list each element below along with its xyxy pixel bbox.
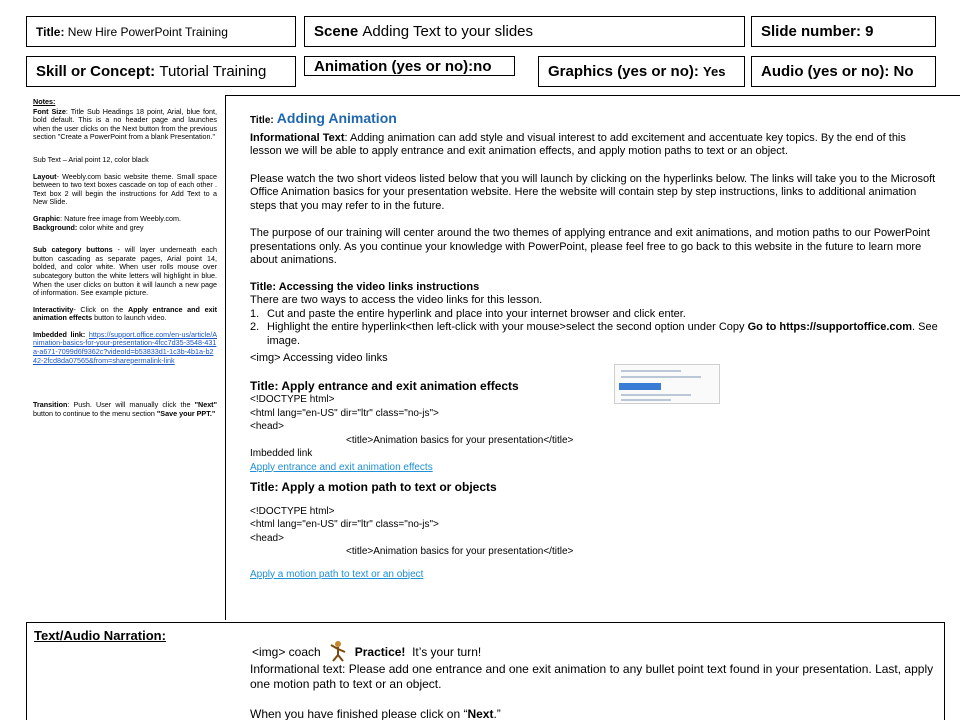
- scene-label: Scene: [314, 23, 359, 40]
- narration-info: Informational text: Please add one entrance and one exit animation to any bullet point text found in your presentation. Last, apply one motion path to text or an object.: [250, 662, 934, 691]
- graphics-label: Graphics (yes or no):: [548, 63, 699, 80]
- title-tag-2: <title>Animation basics for your presentation</title>: [346, 546, 574, 557]
- step-2-num: 2.: [250, 321, 260, 333]
- background-label: Background:: [33, 222, 78, 232]
- imbedded-label: Imbedded link:: [33, 329, 86, 339]
- access-title: Title: Accessing the video links instructions: [250, 280, 480, 293]
- info-label: Informational Text: [250, 131, 345, 144]
- interactivity-end: button to launch video.: [94, 313, 167, 323]
- scene-field: [304, 16, 745, 47]
- apply-title: Title: Apply entrance and exit animation effects: [250, 378, 519, 393]
- transition-save: "Save your PPT.": [156, 408, 216, 418]
- skill-label: Skill or Concept:: [36, 63, 156, 80]
- graphics-field: [538, 56, 745, 87]
- title-tag-1: <title>Animation basics for your presentation</title>: [346, 434, 574, 446]
- doctype-1: <!DOCTYPE html>: [250, 394, 335, 405]
- para-purpose: The purpose of our training will center around the two themes of applying entrance and exit animations, and motion paths to our PowerPoint presentations only. As you continue your knowledge with PowerPoint, please feel free to go back to this website in the future to learn more about animations.: [250, 227, 930, 266]
- finish-next: Next: [467, 707, 494, 720]
- layout-text: - Weebly.com basic website theme. Small space between to two text boxes cascade on top of each other . Text box 2 will begin the instructions for Add Text to a New Slide.: [33, 171, 217, 207]
- notes-heading: Notes:: [33, 97, 56, 106]
- access-intro: There are two ways to access the video links for this lesson.: [250, 294, 543, 306]
- interactivity-bold: Apply entrance and exit animation effects: [33, 304, 217, 323]
- graphic-text: : Nature free image from Weebly.com.: [60, 213, 181, 223]
- imbedded-url-link[interactable]: https://support.office.com/en-us/article/Animation-basics-for-your-presentation-4fcc7d35-3548-431a-a671-7099d6f9362c?videoId=b53833d1-1c3b-4b1a-b242-2fcd8da07565&from=sharepermalink-link: [33, 329, 218, 365]
- main-title: Adding Animation: [276, 110, 397, 126]
- title-field: [26, 16, 296, 47]
- sub-text-note: Sub Text – Arial point 12, color black: [33, 154, 149, 164]
- video-links-screenshot-image: [614, 364, 720, 404]
- graphics-value: Yes: [703, 64, 726, 79]
- narration-label: Text/Audio Narration:: [34, 628, 166, 643]
- animation-field: [304, 56, 515, 76]
- doctype-2: <!DOCTYPE html>: [250, 505, 335, 517]
- layout-label: Layout: [33, 171, 57, 181]
- transition-label: Transition: [33, 400, 68, 410]
- subcat-text: - will layer underneath each button cascading as separate pages, Arial point 14, bolded, and color white. When user rolls mouse over subcategory button the white letters will highlight in blue. When the user clicks on button it will launch a new page of information. See example picture.: [33, 245, 217, 298]
- finish-text: When you have finished please click on “: [250, 707, 468, 720]
- audio-value: Audio (yes or no): No: [761, 63, 914, 80]
- skill-value: Tutorial Training: [159, 63, 267, 80]
- interactivity-label: Interactivity: [33, 304, 74, 314]
- apply-motion-path-link[interactable]: Apply a motion path to text or an object: [250, 568, 424, 580]
- coach-icon: [327, 640, 349, 662]
- html-tag-2: <html lang="en-US" dir="ltr" class="no-js">: [250, 519, 439, 530]
- audio-field: [751, 56, 936, 87]
- finish-end: .”: [493, 707, 501, 720]
- head-tag-1: <head>: [250, 421, 284, 432]
- practice-end: It’s your turn!: [412, 645, 482, 659]
- subcat-label: Sub category buttons: [33, 245, 113, 255]
- main-title-label: Title:: [250, 115, 274, 126]
- animation-value: Animation (yes or no):no: [314, 58, 492, 75]
- transition-next: "Next": [194, 400, 217, 410]
- coach-img-text: <img> coach: [252, 645, 321, 659]
- img-access-line: <img> Accessing video links: [250, 352, 388, 364]
- step-2-text: Highlight the entire hyperlink<then left-click with your mouse>select the second option under Copy: [267, 321, 745, 333]
- graphic-label: Graphic: [33, 213, 61, 223]
- background-text: color white and grey: [79, 222, 144, 232]
- title-value: New Hire PowerPoint Training: [67, 24, 228, 39]
- motion-title: Title: Apply a motion path to text or objects: [250, 480, 497, 494]
- step-1-num: 1.: [250, 307, 260, 320]
- practice-text: Practice!: [354, 645, 406, 659]
- transition-text: : Push. User will manually click the: [67, 400, 191, 410]
- step-1-text: Cut and paste the entire hyperlink and place into your internet browser and click enter.: [267, 307, 686, 320]
- main-content: [250, 112, 940, 581]
- font-size-text: : Title Sub Headings 18 point, Arial, blue font, bold default. This is a no header page and launches when the user clicks on the Next button from the previous section "Create a PowerPoint from a blank Presentation.": [33, 106, 217, 142]
- info-text: : Adding animation can add style and visual interest to add excitement and accentuate key topics. By the end of this lesson we will be able to apply entrance and exit animation effects, and apply motion paths to text or an object.: [250, 131, 906, 157]
- para-videos: Please watch the two short videos listed below that you will launch by clicking on the hyperlinks below. The links will take you to the Microsoft Office Animation basics for your presentation website. Here the website will contain step by step instructions, links to additional animation steps that you may refer to in the future.: [250, 172, 936, 212]
- slide-number-field: [751, 16, 936, 47]
- apply-entrance-exit-link[interactable]: Apply entrance and exit animation effects: [250, 461, 433, 473]
- title-label: Title:: [36, 24, 65, 39]
- head-tag-2: <head>: [250, 532, 284, 544]
- skill-field: [26, 56, 296, 87]
- step-2: [250, 321, 940, 348]
- step-1: [250, 308, 940, 322]
- imbedded-link-label: Imbedded link: [250, 448, 313, 459]
- interactivity-text: - Click on the: [73, 304, 124, 314]
- font-size-label: Font Size: [33, 106, 66, 116]
- step-2-end: . See image.: [267, 321, 938, 347]
- narration-content: [250, 640, 940, 720]
- slide-number: Slide number: 9: [761, 23, 874, 40]
- step-2-bold: Go to https://supportoffice.com: [747, 321, 912, 333]
- scene-value: Adding Text to your slides: [362, 23, 534, 40]
- notes-column: [33, 98, 217, 426]
- transition-end: button to continue to the menu section: [33, 408, 155, 418]
- html-tag-1: <html lang="en-US" dir="ltr" class="no-js">: [250, 407, 439, 419]
